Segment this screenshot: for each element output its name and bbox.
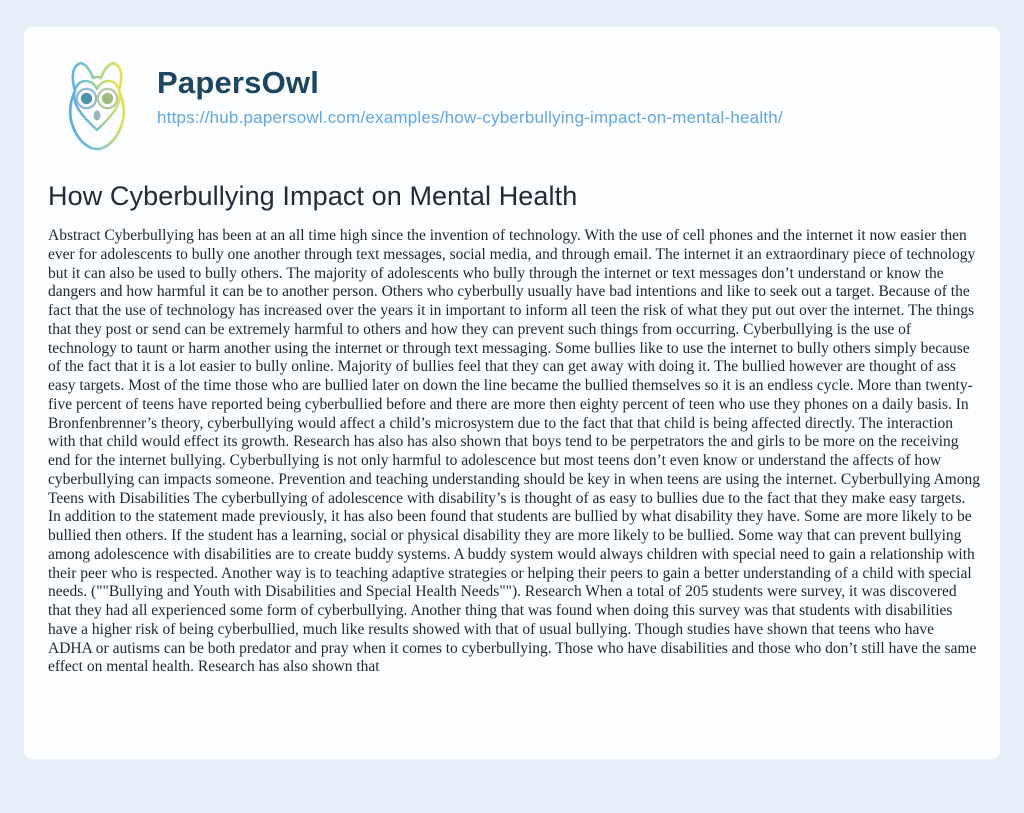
brand-name: PapersOwl <box>157 65 320 100</box>
site-header <box>47 55 977 159</box>
source-url-link[interactable]: https://hub.papersowl.com/examples/how-cyberbullying-impact-on-mental-health/ <box>157 107 783 127</box>
page-title: How Cyberbullying Impact on Mental Health <box>48 181 578 211</box>
essay-body-text: Abstract Cyberbullying has been at an all time high since the invention of technology. With the use of cell phones and the internet it now easier then ever for adolescents to bully one another through text messages, social media, and through email. The internet it an extraordinary piece of technology but it can also be used to bully others. The majority of adolescents who bully through the internet or text messages don’t understand or know the dangers and how harmful it can be to another person. Others who cyberbully usually have bad intentions and like to seek out a target. Because of the fact that the use of technology has increased over the years it in important to inform all teen the risk of what they put out over the internet. The things that they post or send can be extremely harmful to others and how they can prevent such things from occurring. Cyberbullying is the use of technology to taunt or harm another using the internet or through text messaging. Some bullies like to use the internet to bully others simply because of the fact that it is a lot easier to bully online. Majority of bullies feel that they can get away with doing it. The bullied however are thought of ass easy targets. Most of the time those who are bullied later on down the line became the bullied themselves so it is an endless cycle. More than twenty-five percent of teens have reported being cyberbullied before and there are more then eighty percent of teen who use they phones on a daily basis. In Bronfenbrenner’s theory, cyberbullying would affect a child’s microsystem due to the fact that that child is being affected directly. The interaction with that child would effect its growth. Research has also has also shown that boys tend to be perpetrators the and girls to be more on the receiving end for the internet bullying. Cyberbullying is not only harmful to adolescence but most teens don’t even know or understand the affects of how cyberbullying can impacts someone. Prevention and teaching understanding should be key in when teens are using the internet. Cyberbullying Among Teens with Disabilities The cyberbullying of adolescence with disability’s is thought of as easy to bullies due to the fact that they make easy targets. In addition to the statement made previously, it has also been found that students are bullied by what disability they have. Some are more likely to be bullied then others. If the student has a learning, social or physical disability they are more likely to be bullied. Some way that can prevent bullying among adolescence with disabilities are to create buddy systems. A buddy system would always children with special need to gain a relationship with their peer who is respected. Another way is to teaching adaptive strategies or helping their peers to gain a better understanding of a child with special needs. (""Bullying and Youth with Disabilities and Special Health Needs""). Research When a total of 205 students were survey, it was discovered that they had all experienced some form of cyberbullying. Another thing that was found when doing this survey was that students with disabilities have a higher risk of being cyberbullied, much like results showed with that of usual bullying. Though studies have shown that teens who have ADHA or autisms can be both predator and pray when it comes to cyberbullying. Those who have disabilities and those who don’t still have the same effect on mental health. Research has also shown that <box>48 227 980 676</box>
brand-block <box>157 65 783 128</box>
papersowl-owl-logo-icon <box>47 55 147 159</box>
content-card <box>24 27 1000 759</box>
page-background <box>0 27 1024 813</box>
